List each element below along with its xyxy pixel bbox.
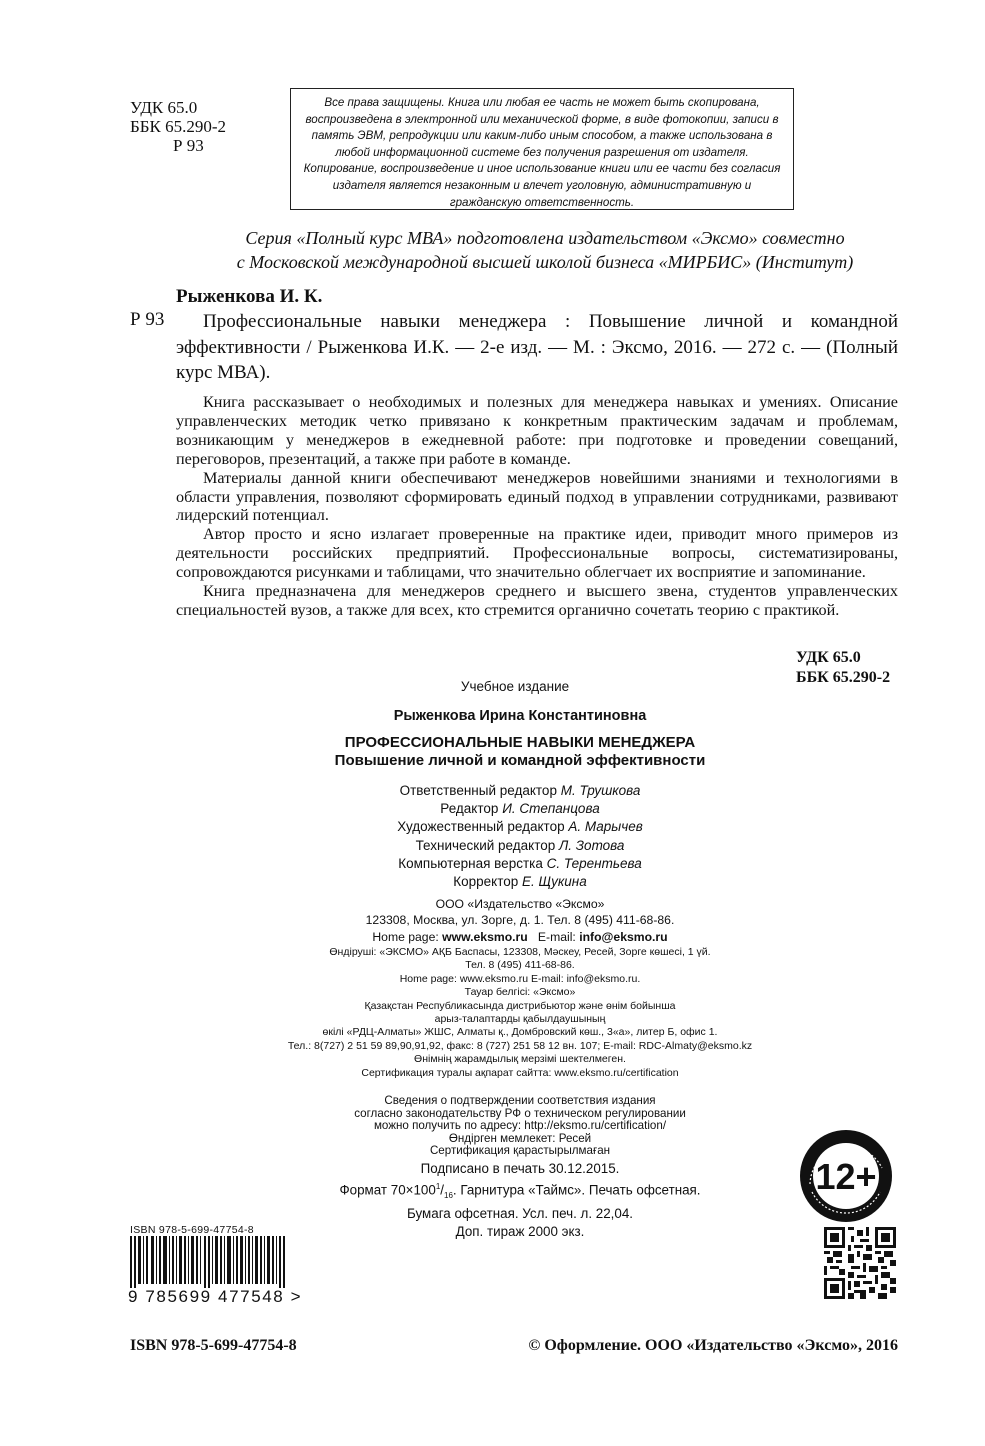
print-details bbox=[200, 1160, 840, 1240]
print-format: Формат $70\times 100^1/_{16}$. Гарнитура «Таймс». Печать офсетная. bbox=[339, 1181, 701, 1200]
kz-line: Өндіруші: «ЭКСМО» АҚБ Баспасы, 123308, Мәскеу, Ресей, Зорге көшесі, 1 үй. bbox=[329, 946, 711, 958]
staff-row: Художественный редактор А. Марычев bbox=[397, 819, 643, 835]
age-rating-badge bbox=[790, 1128, 902, 1224]
annotation-paragraph: Материалы данной книги обеспечивают менеджеров новейшими знаниями и технологиями в области управления, позволяют сформировать единый подход в управлении сотрудниками, развивают лидерский потенциал. bbox=[176, 468, 898, 525]
annotation-paragraph: Автор просто и ясно излагает проверенные на практике идеи, приводит много примеров из деятельности российских предприятий. Профессиональные вопросы, систематизированы, сопровождаются рисунками и таблицами, что значительно облегчает их восприятие и запоминание. bbox=[176, 525, 898, 582]
bib-description bbox=[176, 309, 898, 386]
kz-line: Тел.: 8(727) 2 51 59 89,90,91,92, факс: 8 (727) 251 58 12 вн. 107; E-mail: RDC-Almaty@eksmo.kz bbox=[287, 1039, 753, 1052]
udk-code: УДК 65.0 bbox=[130, 98, 198, 117]
annotation-paragraph: Книга рассказывает о необходимых и полезных для менеджера навыках и умениях. Описание управленческих методик четко привязано к конкретным практическим задачам и проблемам, возникающим у менеджеров в ежедневной работе: при подготовке и проведении совещаний, переговоров, презентаций, а также при работе в команде. bbox=[176, 393, 898, 468]
cert-line: Сведения о подтверждении соответствия издания bbox=[384, 1094, 656, 1107]
bbk-code-bottom: ББК 65.290-2 bbox=[796, 669, 891, 686]
annotation-paragraph: Книга предназначена для менеджеров среднего и высшего звена, студентов управленческих специальностей вузов, а также для всех, кто стремится органично сочетать теорию с практикой. bbox=[176, 582, 898, 619]
isbn: ISBN 978-5-699-47754-8 bbox=[130, 1337, 297, 1354]
cert-line: можно получить по адресу: http://eksmo.ru/certification/ bbox=[373, 1119, 667, 1133]
certification-info bbox=[200, 1095, 840, 1158]
cert-line: согласно законодательству РФ о техническом регулировании bbox=[354, 1106, 686, 1120]
staff-row: Редактор И. Степанцова bbox=[440, 801, 600, 817]
qr-code-icon bbox=[824, 1227, 896, 1299]
series-note bbox=[130, 226, 960, 274]
bib-code: Р 93 bbox=[130, 309, 165, 330]
author-full-name: Рыженкова Ирина Константиновна bbox=[393, 708, 647, 724]
kz-line: Тауар белгісі: «Эксмо» bbox=[464, 986, 576, 999]
cert-line: Сертификация қарастырылмаған bbox=[429, 1144, 611, 1158]
publisher-address: 123308, Москва, ул. Зорге, д. 1. Тел. 8 (495) 411-68-86. bbox=[365, 913, 675, 928]
publisher-contacts: Home page: www.eksmo.ru E-mail: info@eksmo.ru bbox=[372, 929, 668, 944]
series-line-1: Серия «Полный курс МВА» подготовлена издательством «Эксмо» совместно bbox=[245, 228, 845, 248]
staff-row: Компьютерная верстка С. Терентьева bbox=[398, 855, 642, 871]
editorial-staff bbox=[200, 782, 840, 891]
kz-line: Тел. 8 (495) 411-68-86. bbox=[465, 959, 575, 972]
kz-line: Қазақстан Республикасында дистрибьютор және өнім бойынша bbox=[364, 999, 676, 1012]
kazakh-imprint bbox=[200, 946, 840, 1080]
bib-description-text: Профессиональные навыки менеджера : Повышение личной и командной эффективности / Рыженкова И.К. — 2-е изд. — М. : Эксмо, 2016. — 272 с. — (Полный курс МВА). bbox=[176, 311, 898, 383]
bbk-code: ББК 65.290-2 bbox=[130, 117, 227, 136]
publisher-name: ООО «Издательство «Эксмо» bbox=[435, 897, 605, 911]
age-rating-label: 12+ bbox=[815, 1156, 877, 1197]
bib-author: Рыженкова И. К. bbox=[176, 286, 323, 307]
publisher-block bbox=[200, 896, 840, 945]
barcode-digits: 9 785699 477548 > bbox=[128, 1287, 303, 1306]
staff-row: Технический редактор Л. Зотова bbox=[415, 837, 625, 853]
series-line-2: с Московской международной высшей школой бизнеса «МИРБИС» (Институт) bbox=[236, 252, 854, 272]
kz-line: Сертификация туралы ақпарат сайтта: www.eksmo.ru/certification bbox=[361, 1066, 679, 1079]
classification-codes bbox=[130, 98, 226, 155]
copyright: © Оформление. ООО «Издательство «Эксмо», 2016 bbox=[528, 1337, 898, 1354]
cert-line: Өндірген мемлекет: Ресей bbox=[448, 1131, 592, 1145]
email-link[interactable]: info@eksmo.ru bbox=[579, 929, 668, 944]
edition-type: Учебное издание bbox=[460, 679, 570, 694]
kz-line: өкілі «РДЦ-Алматы» ЖШС, Алматы қ., Домбровский көш., 3«а», литер Б, офис 1. bbox=[322, 1026, 718, 1039]
book-title: ПРОФЕССИОНАЛЬНЫЕ НАВЫКИ МЕНЕДЖЕРА bbox=[344, 734, 696, 751]
author-mark: Р 93 bbox=[173, 136, 204, 155]
rights-notice: Все права защищены. Книга или любая ее часть не может быть скопирована, воспроизведена в электронной или механической форме, в виде фотокопии, записи в память ЭВМ, репродукции или каким-либо иным способом, а также использована в любой информационной системе без получения разрешения от издателя. Копирование, воспроизведение и иное использование книги или ее части без согласия издателя является незаконным и влечет уголовную, административную и гражданскую ответственность. bbox=[290, 88, 794, 210]
signed-to-print: Подписано в печать 30.12.2015. bbox=[420, 1161, 620, 1176]
kz-line: Home page: www.eksmo.ru E-mail: info@eksmo.ru. bbox=[399, 972, 641, 985]
book-subtitle: Повышение личной и командной эффективности bbox=[334, 752, 706, 769]
annotation bbox=[176, 393, 898, 620]
udk-code-bottom: УДК 65.0 bbox=[796, 649, 861, 666]
kz-line: Өнімнің жарамдылық мерзімі шектелмеген. bbox=[414, 1053, 626, 1066]
paper-info: Бумага офсетная. Усл. печ. л. 22,04. bbox=[407, 1205, 633, 1221]
staff-row: Ответственный редактор М. Трушкова bbox=[399, 783, 641, 798]
staff-row: Корректор Е. Щукина bbox=[453, 874, 587, 890]
barcode-isbn-label: ISBN 978-5-699-47754-8 bbox=[130, 1224, 254, 1236]
home-page-link[interactable]: www.eksmo.ru bbox=[442, 929, 528, 944]
kz-line: арыз-талаптарды қабылдаушының bbox=[434, 1013, 606, 1026]
print-run: Доп. тираж 2000 экз. bbox=[455, 1223, 585, 1239]
barcode-icon bbox=[130, 1236, 295, 1288]
